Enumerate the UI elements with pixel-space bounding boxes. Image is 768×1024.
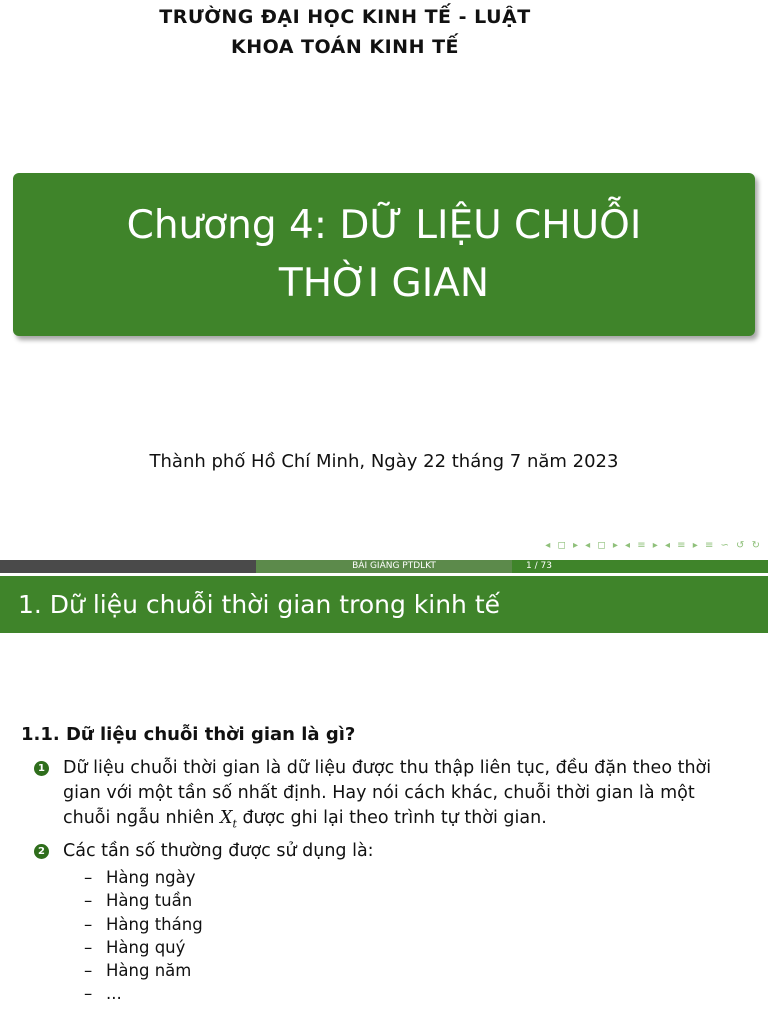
frequency-label: Hàng tuần — [106, 891, 193, 911]
list-item — [34, 839, 764, 864]
footer-page-number: 1 / 73 — [512, 560, 768, 573]
frequency-item — [84, 913, 203, 936]
faculty-name: KHOA TOÁN KINH TẾ — [230, 36, 460, 58]
list-item-text — [63, 756, 743, 837]
frequency-item — [84, 959, 203, 982]
university-name: TRƯỜNG ĐẠI HỌC KINH TẾ - LUẬT — [159, 6, 531, 28]
dash-marker: – — [84, 868, 93, 887]
numbered-bullet-icon: 2 — [34, 844, 49, 859]
date-line: Thành phố Hồ Chí Minh, Ngày 22 tháng 7 năm 2023 — [149, 451, 619, 472]
dash-marker: – — [84, 914, 93, 934]
frequency-label: Hàng ngày — [106, 868, 196, 887]
frequency-label: Hàng tháng — [106, 914, 203, 934]
subsection-title: 1.1. Dữ liệu chuỗi thời gian là gì? — [21, 724, 356, 745]
frequency-label: Hàng quý — [106, 937, 186, 957]
text-part: được ghi lại theo trình tự thời gian. — [236, 808, 547, 828]
dash-marker: – — [84, 961, 93, 981]
navigation-symbols[interactable]: ◂ ◻ ▸ ◂ ◻ ▸ ◂ ≡ ▸ ◂ ≡ ▸ ≡ ∽ ↺ ↻ — [545, 540, 762, 551]
frequency-label: Hàng năm — [106, 961, 192, 981]
dash-marker: – — [84, 984, 93, 1004]
text-part: Dữ liệu chuỗi thời gian là dữ liệu được thu thập liên tục, đều đặn theo thời gian với một tần số nhất định. Hay nói cách khác, chuỗi thời gian là một chuỗi ngẫu nhiên — [63, 758, 712, 828]
frequency-item — [84, 889, 203, 912]
list-item — [34, 756, 764, 837]
dash-marker: – — [84, 891, 93, 911]
title-box — [13, 173, 755, 336]
numbered-bullet-icon: 1 — [34, 761, 49, 776]
footer-left — [0, 560, 256, 573]
list-item-text: Các tần số thường được sử dụng là: — [63, 841, 374, 861]
section-title: 1. Dữ liệu chuỗi thời gian trong kinh tế — [0, 576, 768, 633]
frequency-item — [84, 936, 203, 959]
footer-bar — [0, 560, 768, 573]
frequency-item — [84, 982, 203, 1005]
frequency-label: ... — [106, 984, 122, 1004]
footer-title: BÀI GIẢNG PTDLKT — [256, 560, 512, 573]
frequency-item — [84, 866, 203, 889]
math-variable: $X_t$ — [219, 808, 237, 831]
chapter-title: Chương 4: DỮ LIỆU CHUỖI THỜI GIAN — [126, 202, 642, 306]
dash-marker: – — [84, 937, 93, 957]
frequency-list — [84, 866, 203, 1006]
